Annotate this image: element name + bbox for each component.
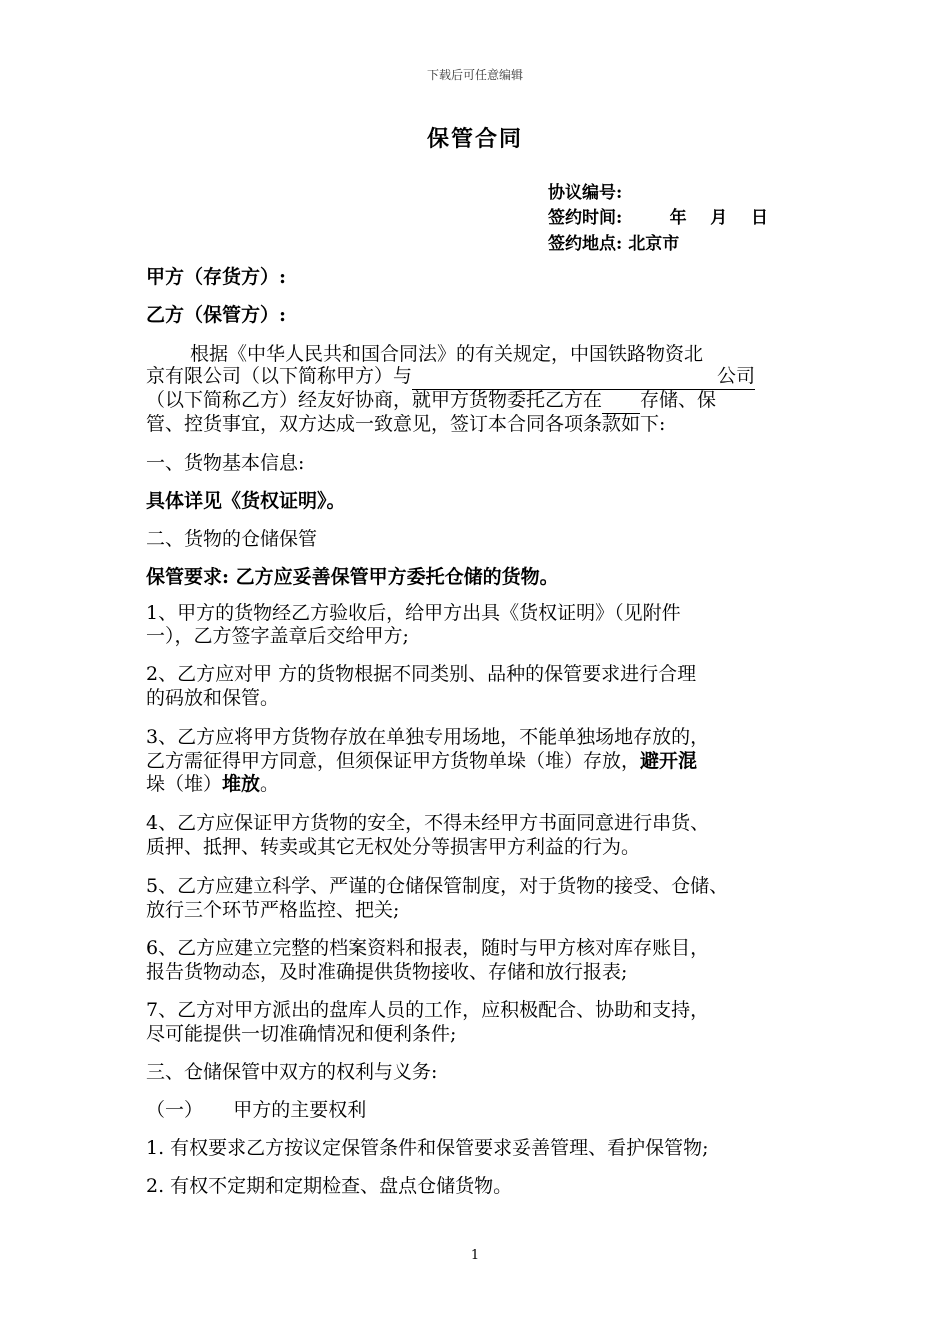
company-blank: [412, 363, 717, 390]
item-2-line-2: 的码放和保管。: [146, 687, 280, 709]
page-number: 1: [470, 1248, 480, 1263]
storage-requirement: 保管要求: 乙方应妥善保管甲方委托仓储的货物。: [146, 566, 559, 588]
right-1: 1. 有权要求乙方按议定保管条件和保管要求妥善管理、看护保管物;: [146, 1137, 709, 1159]
location-blank: [602, 387, 640, 414]
section-3-heading: 三、仓储保管中双方的权利与义务:: [146, 1061, 438, 1083]
intro-line-1: 根据《中华人民共和国合同法》的有关规定，中国铁路物资北: [190, 343, 704, 365]
intro-line-3-text: （以下简称乙方）经友好协商，就甲方货物委托乙方在: [146, 389, 603, 411]
item-6-line-2: 报告货物动态，及时准确提供货物接收、存储和放行报表;: [146, 961, 628, 983]
document-title: 保管合同: [426, 126, 523, 152]
item-2-line-1: 2、乙方应对甲 方的货物根据不同类别、品种的保管要求进行合理: [146, 663, 697, 685]
intro-line-3: [146, 387, 820, 414]
item-3-line-2-text: 乙方需征得甲方同意，但须保证甲方货物单垛（堆）存放，: [146, 750, 641, 772]
party-b: 乙方（保管方）:: [146, 304, 287, 326]
item-7-line-2: 尽可能提供一切准确情况和便利条件;: [146, 1023, 457, 1045]
item-7-line-1: 7、乙方对甲方派出的盘库人员的工作，应积极配合、协助和支持，: [146, 999, 710, 1021]
item-3-line-3-end: 。: [260, 773, 280, 795]
company-suffix: 公司: [717, 363, 755, 390]
signing-place: 签约地点: 北京市: [548, 234, 680, 254]
item-5-line-1: 5、乙方应建立科学、严谨的仓储保管制度，对于货物的接受、仓储、: [146, 875, 729, 897]
item-6-line-1: 6、乙方应建立完整的档案资料和报表，随时与甲方核对库存账目，: [146, 937, 710, 959]
section-1-body: 具体详见《货权证明》。: [146, 490, 346, 512]
intro-line-4: 管、控货事宜，双方达成一致意见，签订本合同各项条款如下:: [146, 413, 666, 435]
right-2: 2. 有权不定期和定期检查、盘点仓储货物。: [146, 1175, 513, 1197]
party-a: 甲方（存货方）:: [146, 266, 287, 288]
item-3-line-1: 3、乙方应将甲方货物存放在单独专用场地，不能单独场地存放的，: [146, 726, 710, 748]
item-4-line-2: 质押、抵押、转卖或其它无权处分等损害甲方利益的行为。: [146, 836, 641, 858]
section-1-heading: 一、货物基本信息:: [146, 452, 305, 474]
section-2-heading: 二、货物的仓储保管: [146, 528, 318, 550]
item-1-line-1: 1、甲方的货物经乙方验收后，给甲方出具《货权证明》（见附件: [146, 602, 681, 624]
item-3-line-3-text: 垛（堆）: [146, 773, 223, 795]
item-4-line-1: 4、乙方应保证甲方货物的安全，不得未经甲方书面同意进行串货、: [146, 812, 710, 834]
agreement-number: 协议编号:: [548, 183, 623, 203]
item-1-line-2: 一），乙方签字盖章后交给甲方;: [146, 625, 409, 647]
item-3-line-3-bold: 堆放: [222, 773, 261, 795]
intro-line-2-text: 京有限公司（以下简称甲方）与: [146, 365, 413, 387]
signing-time: 签约时间: 年 月 日: [548, 208, 768, 228]
section-3-subheading: （一） 甲方的主要权利: [146, 1099, 367, 1121]
page-header-note: 下载后可任意编辑: [426, 68, 523, 82]
item-5-line-2: 放行三个环节严格监控、把关;: [146, 899, 400, 921]
intro-line-2: [146, 363, 820, 390]
intro-line-3-tail: 存储、保: [640, 389, 717, 411]
item-3-line-2-bold: 避开混: [640, 750, 698, 772]
item-3-line-3: [146, 771, 820, 797]
